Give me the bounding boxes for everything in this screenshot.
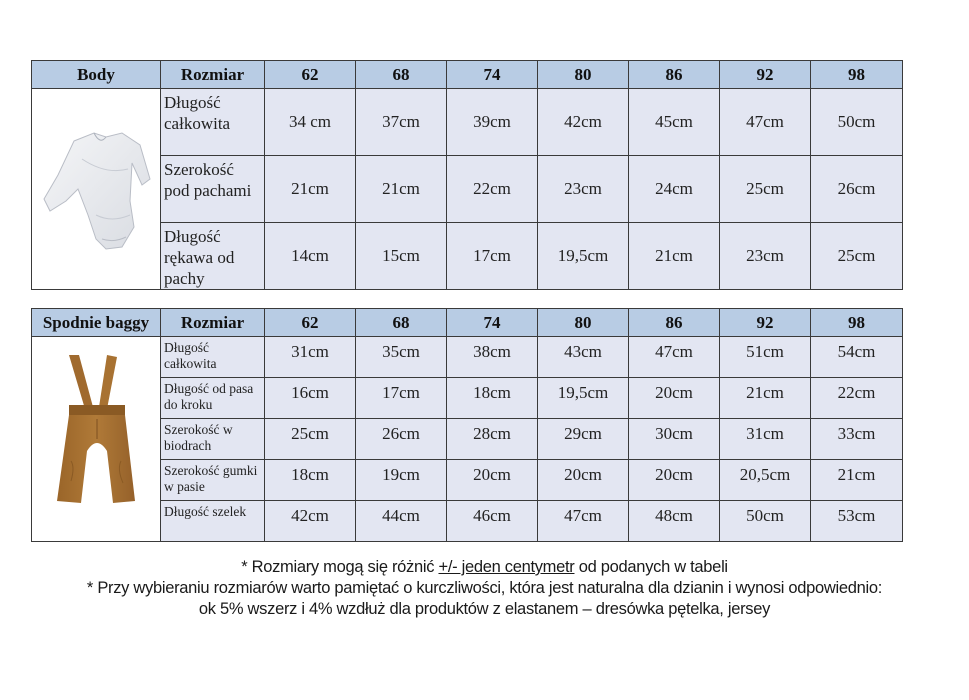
- measurement-value: 22cm: [811, 378, 903, 419]
- table-row: [32, 223, 903, 290]
- measurement-value: 30cm: [629, 419, 720, 460]
- measurement-value: 16cm: [265, 378, 356, 419]
- bodysuit-icon: [36, 119, 156, 259]
- size-column-header: 92: [720, 309, 811, 337]
- measurement-value: 31cm: [720, 419, 811, 460]
- size-column-header: 62: [265, 61, 356, 89]
- measurement-value: 51cm: [720, 337, 811, 378]
- measurement-value: 20,5cm: [720, 460, 811, 501]
- measurement-value: 24cm: [629, 156, 720, 223]
- size-column-header: 98: [811, 61, 903, 89]
- tolerance-emphasis: +/- jeden centymetr: [438, 558, 575, 576]
- measurement-label: Szerokość pod pachami: [161, 156, 265, 223]
- measurement-value: 50cm: [720, 501, 811, 542]
- measurement-value: 38cm: [447, 337, 538, 378]
- pants-image: [32, 337, 161, 542]
- measurement-value: 25cm: [265, 419, 356, 460]
- measurement-value: 53cm: [811, 501, 903, 542]
- measurement-value: 26cm: [356, 419, 447, 460]
- measurement-value: 21cm: [720, 378, 811, 419]
- size-column-header: 74: [447, 61, 538, 89]
- measurement-value: 18cm: [265, 460, 356, 501]
- measurement-value: 20cm: [629, 460, 720, 501]
- measurement-value: 54cm: [811, 337, 903, 378]
- bodysuit-image: [32, 89, 161, 290]
- measurement-value: 19,5cm: [538, 378, 629, 419]
- body-size-table: [31, 60, 903, 290]
- measurement-value: 14cm: [265, 223, 356, 290]
- measurement-value: 43cm: [538, 337, 629, 378]
- size-column-header: 86: [629, 61, 720, 89]
- size-column-header: 92: [720, 61, 811, 89]
- size-column-header: 98: [811, 309, 903, 337]
- table-row: [32, 460, 903, 501]
- measurement-value: 21cm: [811, 460, 903, 501]
- product-name-header: Spodnie baggy: [32, 309, 161, 337]
- pants-size-table: [31, 308, 903, 542]
- measurement-value: 45cm: [629, 89, 720, 156]
- measurement-value: 35cm: [356, 337, 447, 378]
- measurement-value: 48cm: [629, 501, 720, 542]
- measurement-value: 47cm: [538, 501, 629, 542]
- size-column-header: 68: [356, 61, 447, 89]
- measurement-label: Długość od pasa do kroku: [161, 378, 265, 419]
- size-column-header: 80: [538, 309, 629, 337]
- footnotes: [0, 557, 969, 620]
- measurement-value: 25cm: [811, 223, 903, 290]
- measurement-value: 34 cm: [265, 89, 356, 156]
- measurement-value: 26cm: [811, 156, 903, 223]
- measurement-value: 42cm: [538, 89, 629, 156]
- size-column-header: 62: [265, 309, 356, 337]
- measurement-value: 18cm: [447, 378, 538, 419]
- footnote-shrinkage-detail: ok 5% wszerz i 4% wzdłuż dla produktów z elastanem – dresówka pętelka, jersey: [198, 600, 771, 618]
- table-row: [32, 378, 903, 419]
- footnote-text: od podanych w tabeli: [574, 558, 728, 576]
- size-column-header: 74: [447, 309, 538, 337]
- measurement-label: Długość szelek: [161, 501, 265, 542]
- measurement-value: 50cm: [811, 89, 903, 156]
- measurement-value: 17cm: [356, 378, 447, 419]
- table-row: [32, 501, 903, 542]
- measurement-value: 21cm: [265, 156, 356, 223]
- measurement-value: 33cm: [811, 419, 903, 460]
- measurement-value: 21cm: [629, 223, 720, 290]
- body-header-row: [32, 61, 903, 89]
- pants-header-row: [32, 309, 903, 337]
- measurement-value: 25cm: [720, 156, 811, 223]
- measurement-value: 44cm: [356, 501, 447, 542]
- measurement-value: 42cm: [265, 501, 356, 542]
- measurement-value: 20cm: [629, 378, 720, 419]
- measurement-value: 20cm: [538, 460, 629, 501]
- measurement-value: 19,5cm: [538, 223, 629, 290]
- table-row: [32, 337, 903, 378]
- footnote-shrinkage: * Przy wybieraniu rozmiarów warto pamiętać o kurczliwości, która jest naturalna dla dzianin i wynosi odpowiednio:: [86, 579, 883, 597]
- size-header: Rozmiar: [161, 309, 265, 337]
- size-column-header: 86: [629, 309, 720, 337]
- table-row: [32, 419, 903, 460]
- measurement-value: 17cm: [447, 223, 538, 290]
- measurement-label: Długość całkowita: [161, 89, 265, 156]
- product-name-header: Body: [32, 61, 161, 89]
- size-header: Rozmiar: [161, 61, 265, 89]
- measurement-label: Szerokość w biodrach: [161, 419, 265, 460]
- measurement-label: Szerokość gumki w pasie: [161, 460, 265, 501]
- table-row: [32, 89, 903, 156]
- measurement-value: 21cm: [356, 156, 447, 223]
- measurement-label: Długość rękawa od pachy: [161, 223, 265, 290]
- measurement-value: 31cm: [265, 337, 356, 378]
- measurement-value: 20cm: [447, 460, 538, 501]
- measurement-value: 46cm: [447, 501, 538, 542]
- measurement-value: 23cm: [720, 223, 811, 290]
- measurement-value: 23cm: [538, 156, 629, 223]
- measurement-value: 37cm: [356, 89, 447, 156]
- measurement-value: 39cm: [447, 89, 538, 156]
- measurement-value: 47cm: [629, 337, 720, 378]
- footnote-text: * Rozmiary mogą się różnić: [241, 558, 439, 576]
- footnote-tolerance: [0, 557, 969, 578]
- measurement-value: 19cm: [356, 460, 447, 501]
- size-column-header: 80: [538, 61, 629, 89]
- size-column-header: 68: [356, 309, 447, 337]
- measurement-value: 28cm: [447, 419, 538, 460]
- measurement-value: 47cm: [720, 89, 811, 156]
- measurement-label: Długość całkowita: [161, 337, 265, 378]
- measurement-value: 22cm: [447, 156, 538, 223]
- table-row: [32, 156, 903, 223]
- pants-icon: [41, 351, 151, 511]
- measurement-value: 29cm: [538, 419, 629, 460]
- measurement-value: 15cm: [356, 223, 447, 290]
